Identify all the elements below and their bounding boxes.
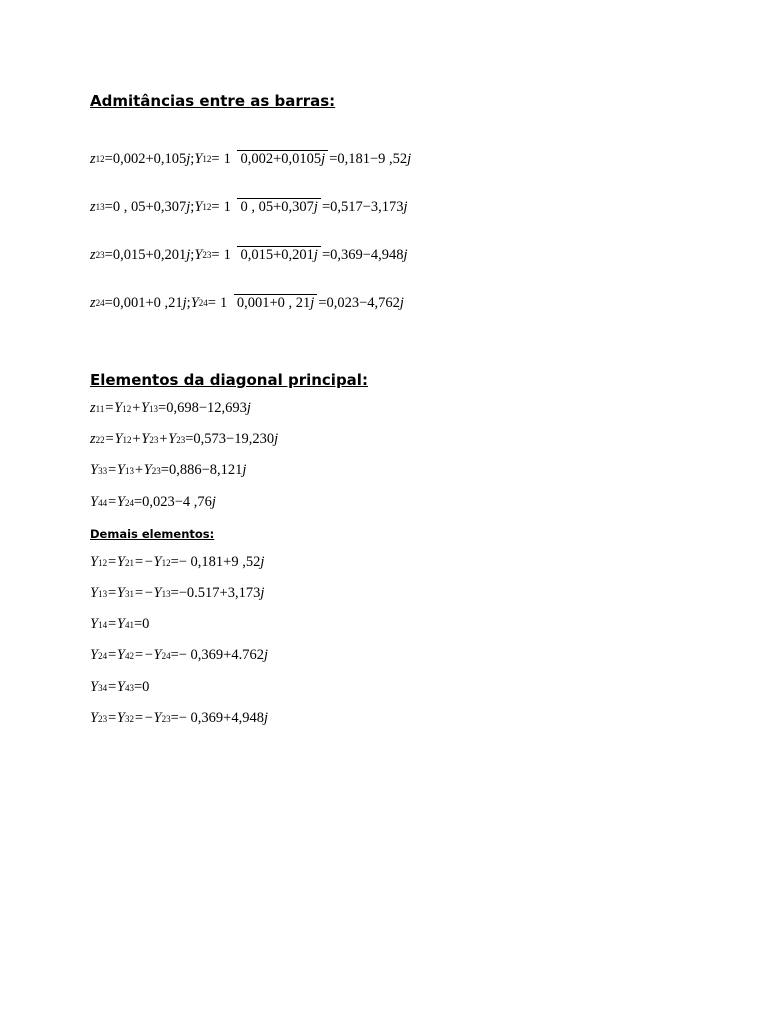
equation-row	[90, 294, 404, 312]
equals: =	[211, 198, 220, 215]
equation-row	[90, 400, 251, 417]
var: Y	[90, 554, 99, 570]
result: =0,181−9 ,52	[329, 150, 408, 167]
result: =0	[133, 679, 150, 695]
subscript: 12	[202, 202, 212, 212]
term: =−Y	[133, 554, 162, 570]
term: =Y	[107, 616, 125, 632]
var: Y	[90, 585, 99, 601]
subscript: 23	[151, 465, 161, 476]
imag-unit: j	[182, 294, 187, 311]
subscript: 23	[149, 434, 159, 445]
term: +Y	[131, 400, 150, 416]
subscript: 24	[98, 650, 108, 661]
imag-unit: j	[407, 150, 412, 167]
numerator: 1	[223, 247, 231, 263]
equation-row	[90, 710, 268, 727]
equation-row	[90, 616, 149, 633]
separator: ;	[190, 198, 195, 215]
subscript: 11	[95, 403, 105, 414]
den-value: 0,015+0,201	[240, 247, 314, 263]
section-title-colon: :	[361, 371, 368, 389]
result: =0,023−4,762	[318, 294, 400, 311]
var: Y	[194, 246, 203, 263]
imag-unit: j	[186, 246, 191, 263]
imag-unit: j	[310, 295, 315, 311]
imag-unit: j	[260, 585, 265, 601]
subscript: 24	[124, 497, 134, 508]
result: =− 0,369+4.762	[170, 647, 264, 663]
subscript: 23	[202, 250, 212, 260]
subscript: 22	[95, 434, 105, 445]
var: Y	[90, 710, 99, 726]
subscript: 24	[198, 298, 208, 308]
var: z	[90, 400, 96, 416]
equation-row	[90, 431, 278, 448]
term: +Y	[131, 431, 150, 447]
term: =Y	[104, 400, 123, 416]
den-value: 0,001+0 , 21	[236, 295, 311, 311]
term: =Y	[107, 585, 125, 601]
subscript: 13	[95, 202, 105, 212]
equation-row	[90, 150, 411, 168]
equation-row	[90, 679, 149, 696]
subscript: 23	[161, 713, 171, 724]
subscript: 42	[124, 650, 134, 661]
separator: ;	[186, 294, 191, 311]
subscript: 12	[161, 557, 171, 568]
separator: ;	[190, 150, 195, 167]
var: Y	[90, 462, 99, 478]
subscript: 34	[98, 682, 108, 693]
term: =−Y	[133, 647, 162, 663]
section-title-text: Elementos da diagonal principal	[90, 371, 362, 389]
term: +Y	[133, 462, 152, 478]
term: =Y	[107, 647, 125, 663]
equals: =	[211, 246, 220, 263]
fraction	[217, 294, 317, 312]
result: =0,369−4,948	[321, 246, 404, 263]
fraction	[221, 246, 321, 264]
value: =0,015+0,201	[104, 246, 187, 263]
var: Y	[90, 616, 99, 632]
imag-unit: j	[260, 554, 265, 570]
subscript: 13	[161, 588, 171, 599]
var: z	[90, 198, 96, 215]
subscript: 31	[124, 588, 134, 599]
imag-unit: j	[321, 151, 326, 167]
term: =Y	[107, 462, 125, 478]
value: =0,002+0,105	[104, 150, 187, 167]
subscript: 12	[98, 557, 108, 568]
equation-row	[90, 462, 246, 479]
term: =Y	[107, 494, 125, 510]
equation-row	[90, 494, 216, 511]
subscript: 24	[95, 298, 105, 308]
imag-unit: j	[403, 246, 408, 263]
var: z	[90, 294, 96, 311]
result: =−0.517+3,173	[170, 585, 261, 601]
equals: =	[211, 150, 220, 167]
subscript: 44	[98, 497, 108, 508]
equation-row	[90, 554, 264, 571]
result: =0,023−4 ,76	[133, 494, 212, 510]
subscript: 13	[98, 588, 108, 599]
term: =Y	[107, 554, 125, 570]
subscript: 21	[124, 557, 134, 568]
result: =− 0,369+4,948	[170, 710, 264, 726]
var: Y	[90, 679, 99, 695]
subscript: 23	[95, 250, 105, 260]
term: =Y	[107, 679, 125, 695]
imag-unit: j	[403, 198, 408, 215]
imag-unit: j	[313, 247, 318, 263]
imag-unit: j	[313, 199, 318, 215]
equation-row	[90, 246, 408, 264]
result: =0,517−3,173	[321, 198, 404, 215]
term: +Y	[158, 431, 177, 447]
result: =− 0,181+9 ,52	[170, 554, 261, 570]
value: =0,001+0 ,21	[104, 294, 183, 311]
separator: ;	[190, 246, 195, 263]
den-value: 0 , 05+0,307	[240, 199, 314, 215]
subscript: 33	[98, 465, 108, 476]
result: =0	[133, 616, 150, 632]
fraction	[221, 198, 321, 216]
section-title-demais: Demais elementos:	[90, 527, 215, 541]
imag-unit: j	[264, 710, 269, 726]
subscript: 13	[149, 403, 159, 414]
numerator: 1	[223, 151, 231, 167]
equation-row	[90, 647, 268, 664]
imag-unit: j	[186, 198, 191, 215]
denominator	[237, 246, 320, 263]
imag-unit: j	[242, 462, 247, 478]
equation-row	[90, 198, 408, 216]
subscript: 12	[122, 403, 132, 414]
result: =0,573−19,230	[185, 431, 275, 447]
imag-unit: j	[274, 431, 279, 447]
imag-unit: j	[211, 494, 216, 510]
den-value: 0,002+0,0105	[240, 151, 322, 167]
equals: =	[207, 294, 216, 311]
imag-unit: j	[264, 647, 269, 663]
imag-unit: j	[246, 400, 251, 416]
subscript: 12	[122, 434, 132, 445]
subscript: 12	[95, 154, 105, 164]
equation-row	[90, 585, 264, 602]
result: =0,698−12,693	[158, 400, 247, 416]
numerator: 1	[219, 295, 228, 311]
value: =0 , 05+0,307	[104, 198, 187, 215]
var: z	[90, 246, 96, 263]
term: =Y	[104, 431, 123, 447]
section-title-diagonal	[90, 371, 368, 389]
subscript: 32	[124, 713, 134, 724]
var: Y	[90, 494, 99, 510]
section-title-admitancias: Admitâncias entre as barras:	[90, 92, 336, 110]
var: z	[90, 431, 96, 447]
term: =−Y	[133, 585, 162, 601]
term: =−Y	[133, 710, 162, 726]
numerator: 1	[223, 199, 231, 215]
imag-unit: j	[399, 294, 404, 311]
subscript: 41	[124, 619, 134, 630]
denominator	[237, 198, 320, 215]
fraction	[221, 150, 329, 168]
subscript: 23	[98, 713, 108, 724]
denominator	[234, 294, 317, 311]
var: Y	[90, 647, 99, 663]
subscript: 43	[124, 682, 134, 693]
var: z	[90, 150, 96, 167]
subscript: 23	[176, 434, 186, 445]
denominator	[237, 150, 328, 167]
subscript: 14	[98, 619, 108, 630]
var: Y	[194, 198, 203, 215]
result: =0,886−8,121	[160, 462, 243, 478]
term: =Y	[107, 710, 125, 726]
var: Y	[190, 294, 199, 311]
var: Y	[194, 150, 203, 167]
subscript: 24	[161, 650, 171, 661]
subscript: 13	[124, 465, 134, 476]
imag-unit: j	[186, 150, 191, 167]
subscript: 12	[202, 154, 212, 164]
